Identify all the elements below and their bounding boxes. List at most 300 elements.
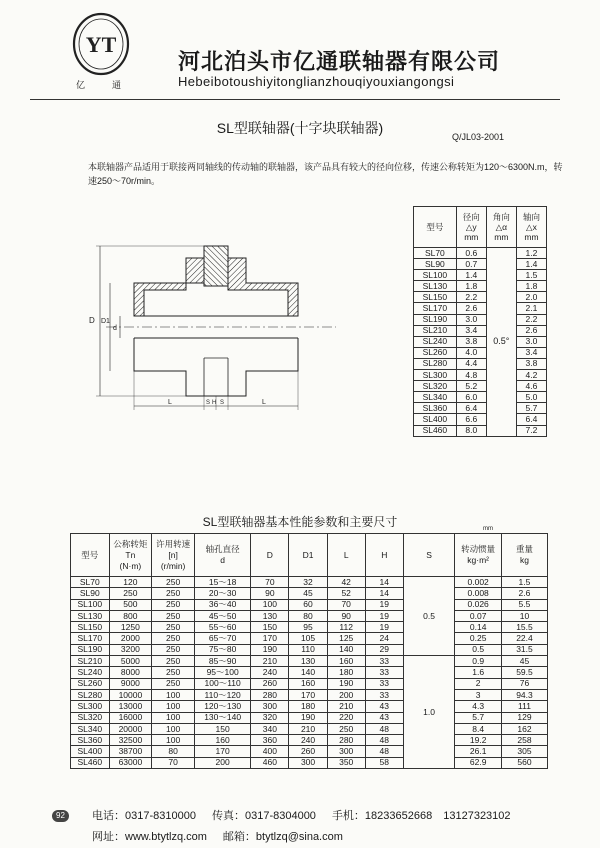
radial-cell: 4.0 [456, 347, 486, 358]
inertia-cell: 0.002 [455, 577, 502, 588]
table-row [414, 303, 547, 314]
d1-cell: 180 [289, 701, 327, 712]
s-cell: 1.0 [403, 656, 455, 769]
axial-cell: 2.1 [516, 303, 546, 314]
weight-cell: 5.5 [501, 599, 547, 610]
model-cell: SL400 [414, 414, 457, 425]
inertia-cell: 0.008 [455, 588, 502, 599]
h-cell: 33 [365, 656, 403, 667]
s-cell: 0.5 [403, 577, 455, 656]
radial-cell: 6.4 [456, 403, 486, 414]
table-row [414, 259, 547, 270]
column-header: 轴孔直径 d [194, 534, 250, 577]
speed-cell: 250 [152, 678, 195, 689]
inertia-cell: 4.3 [455, 701, 502, 712]
website-link[interactable]: 网址：www.btytlzq.com [92, 831, 207, 843]
logo-char: 亿 [76, 80, 86, 90]
h-cell: 19 [365, 599, 403, 610]
axial-cell: 3.0 [516, 336, 546, 347]
h-cell: 14 [365, 577, 403, 588]
radial-cell: 4.8 [456, 370, 486, 381]
dimension-label: H [212, 400, 217, 406]
d-cell: 90 [251, 588, 289, 599]
d-cell: 240 [251, 667, 289, 678]
column-header: 重量 kg [501, 534, 547, 577]
axial-cell: 1.4 [516, 259, 546, 270]
torque-cell: 20000 [109, 723, 152, 734]
column-header: L [327, 534, 365, 577]
torque-cell: 38700 [109, 746, 152, 757]
h-cell: 29 [365, 644, 403, 655]
speed-cell: 250 [152, 656, 195, 667]
d-cell: 210 [251, 656, 289, 667]
speed-cell: 100 [152, 712, 195, 723]
model-cell: SL190 [414, 314, 457, 325]
table-row [71, 701, 548, 712]
speed-cell: 250 [152, 622, 195, 633]
d-cell: 260 [251, 678, 289, 689]
inertia-cell: 1.6 [455, 667, 502, 678]
table-row [71, 644, 548, 655]
h-cell: 19 [365, 610, 403, 621]
axial-cell: 1.5 [516, 270, 546, 281]
torque-cell: 5000 [109, 656, 152, 667]
mobile-text: 手机：18233652668 13127323102 [331, 810, 511, 822]
dimension-label: D1 [101, 318, 110, 325]
d-cell: 170 [251, 633, 289, 644]
speed-cell: 250 [152, 588, 195, 599]
column-header: 轴向 △x mm [516, 207, 546, 248]
unit-label: mm [483, 526, 493, 532]
inertia-cell: 26.1 [455, 746, 502, 757]
page-number: 92 [52, 810, 69, 822]
bore-cell: 160 [194, 735, 250, 746]
table-row [71, 622, 548, 633]
h-cell: 48 [365, 723, 403, 734]
company-name-en: Hebeibotoushiyitonglianzhouqiyouxiangongsi [178, 74, 455, 89]
table-row [71, 577, 548, 588]
model-cell: SL240 [71, 667, 110, 678]
column-header: 型号 [414, 207, 457, 248]
h-cell: 48 [365, 735, 403, 746]
speed-cell: 70 [152, 757, 195, 768]
weight-cell: 94.3 [501, 689, 547, 700]
l-cell: 90 [327, 610, 365, 621]
torque-cell: 1250 [109, 622, 152, 633]
main-table-title: SL型联轴器基本性能参数和主要尺寸 [202, 515, 398, 529]
l-cell: 280 [327, 735, 365, 746]
speed-cell: 250 [152, 610, 195, 621]
model-cell: SL280 [414, 358, 457, 369]
speed-cell: 100 [152, 689, 195, 700]
d-cell: 190 [251, 644, 289, 655]
table-row [414, 336, 547, 347]
inertia-cell: 8.4 [455, 723, 502, 734]
inertia-cell: 2 [455, 678, 502, 689]
standard-code: Q/JL03-2001 [452, 132, 505, 142]
model-cell: SL320 [71, 712, 110, 723]
angular-cell: 0.5° [486, 248, 516, 437]
d1-cell: 45 [289, 588, 327, 599]
table-row [414, 392, 547, 403]
d1-cell: 300 [289, 757, 327, 768]
dimension-label: S [206, 400, 211, 406]
bore-cell: 85～90 [194, 656, 250, 667]
weight-cell: 129 [501, 712, 547, 723]
table-row [414, 325, 547, 336]
bore-cell: 100～110 [194, 678, 250, 689]
h-cell: 43 [365, 712, 403, 723]
column-header: 型号 [71, 534, 110, 577]
table-row [71, 757, 548, 768]
d-cell: 360 [251, 735, 289, 746]
d-cell: 280 [251, 689, 289, 700]
logo-letters: YT [85, 32, 117, 57]
model-cell: SL360 [71, 735, 110, 746]
weight-cell: 2.6 [501, 588, 547, 599]
radial-cell: 6.6 [456, 414, 486, 425]
model-cell: SL90 [71, 588, 110, 599]
inertia-cell: 5.7 [455, 712, 502, 723]
l-cell: 160 [327, 656, 365, 667]
torque-cell: 2000 [109, 633, 152, 644]
h-cell: 19 [365, 622, 403, 633]
l-cell: 220 [327, 712, 365, 723]
l-cell: 210 [327, 701, 365, 712]
radial-cell: 2.6 [456, 303, 486, 314]
column-header: 径向 △y mm [456, 207, 486, 248]
dimension-label: d [113, 325, 117, 332]
company-logo [68, 10, 134, 92]
model-cell: SL130 [414, 281, 457, 292]
model-cell: SL170 [71, 633, 110, 644]
model-cell: SL280 [71, 689, 110, 700]
d-cell: 100 [251, 599, 289, 610]
d1-cell: 170 [289, 689, 327, 700]
column-header: S [403, 534, 455, 577]
axial-cell: 6.4 [516, 414, 546, 425]
d1-cell: 140 [289, 667, 327, 678]
model-cell: SL100 [71, 599, 110, 610]
model-cell: SL150 [71, 622, 110, 633]
column-header: 许用转速 [n] (r/min) [152, 534, 195, 577]
table-row [414, 347, 547, 358]
model-cell: SL210 [414, 325, 457, 336]
column-header: H [365, 534, 403, 577]
model-cell: SL70 [414, 248, 457, 259]
weight-cell: 59.5 [501, 667, 547, 678]
radial-cell: 1.4 [456, 270, 486, 281]
model-cell: SL150 [414, 292, 457, 303]
table-row [414, 425, 547, 436]
bore-cell: 150 [194, 723, 250, 734]
torque-cell: 120 [109, 577, 152, 588]
dimension-label: L [168, 399, 172, 406]
table-row [71, 746, 548, 757]
model-cell: SL90 [414, 259, 457, 270]
model-cell: SL210 [71, 656, 110, 667]
table-row [414, 370, 547, 381]
radial-cell: 5.2 [456, 381, 486, 392]
coupling-drawing [86, 228, 348, 420]
model-cell: SL460 [414, 425, 457, 436]
radial-cell: 3.0 [456, 314, 486, 325]
intro-paragraph: 本联轴器产品适用于联接两同轴线的传动轴的联轴器，该产品具有较大的径向位移，传速公称转矩为120～6300N.m，转速250～70r/min。 [88, 162, 563, 186]
d1-cell: 110 [289, 644, 327, 655]
model-cell: SL320 [414, 381, 457, 392]
speed-cell: 250 [152, 644, 195, 655]
inertia-cell: 0.07 [455, 610, 502, 621]
model-cell: SL190 [71, 644, 110, 655]
table-row [71, 633, 548, 644]
logo-char: 通 [112, 80, 122, 90]
document-title: SL型联轴器(十字块联轴器) [216, 120, 384, 136]
weight-cell: 10 [501, 610, 547, 621]
model-cell: SL260 [414, 347, 457, 358]
d-cell: 320 [251, 712, 289, 723]
axial-cell: 2.0 [516, 292, 546, 303]
axial-cell: 2.6 [516, 325, 546, 336]
torque-cell: 3200 [109, 644, 152, 655]
axial-cell: 2.2 [516, 314, 546, 325]
d1-cell: 240 [289, 735, 327, 746]
table-row [71, 610, 548, 621]
h-cell: 58 [365, 757, 403, 768]
radial-cell: 2.2 [456, 292, 486, 303]
table-row [414, 248, 547, 259]
weight-cell: 258 [501, 735, 547, 746]
h-cell: 48 [365, 746, 403, 757]
axial-cell: 7.2 [516, 425, 546, 436]
weight-cell: 22.4 [501, 633, 547, 644]
table-row [71, 588, 548, 599]
bore-cell: 45～50 [194, 610, 250, 621]
d1-cell: 80 [289, 610, 327, 621]
d1-cell: 95 [289, 622, 327, 633]
displacement-table [413, 206, 547, 437]
model-cell: SL70 [71, 577, 110, 588]
weight-cell: 560 [501, 757, 547, 768]
axial-cell: 5.7 [516, 403, 546, 414]
speed-cell: 250 [152, 599, 195, 610]
column-header: 公称转矩 Tn (N·m) [109, 534, 152, 577]
radial-cell: 6.0 [456, 392, 486, 403]
fax-text: 传真：0317-8304000 [211, 810, 316, 822]
torque-cell: 500 [109, 599, 152, 610]
d-cell: 460 [251, 757, 289, 768]
table-row [71, 599, 548, 610]
d-cell: 300 [251, 701, 289, 712]
radial-cell: 3.8 [456, 336, 486, 347]
d1-cell: 105 [289, 633, 327, 644]
dimension-label: L [262, 399, 266, 406]
h-cell: 33 [365, 689, 403, 700]
speed-cell: 250 [152, 667, 195, 678]
table-row [414, 381, 547, 392]
company-name-cn: 河北泊头市亿通联轴器有限公司 [178, 49, 501, 74]
torque-cell: 8000 [109, 667, 152, 678]
inertia-cell: 62.9 [455, 757, 502, 768]
radial-cell: 0.6 [456, 248, 486, 259]
column-header: D1 [289, 534, 327, 577]
axial-cell: 1.2 [516, 248, 546, 259]
l-cell: 112 [327, 622, 365, 633]
weight-cell: 1.5 [501, 577, 547, 588]
d1-cell: 160 [289, 678, 327, 689]
d-cell: 400 [251, 746, 289, 757]
table-row [414, 414, 547, 425]
d1-cell: 130 [289, 656, 327, 667]
performance-table [70, 533, 548, 769]
torque-cell: 9000 [109, 678, 152, 689]
l-cell: 200 [327, 689, 365, 700]
l-cell: 300 [327, 746, 365, 757]
inertia-cell: 0.25 [455, 633, 502, 644]
d1-cell: 60 [289, 599, 327, 610]
table-row [71, 667, 548, 678]
bore-cell: 20～30 [194, 588, 250, 599]
speed-cell: 250 [152, 633, 195, 644]
bore-cell: 120～130 [194, 701, 250, 712]
l-cell: 180 [327, 667, 365, 678]
speed-cell: 80 [152, 746, 195, 757]
table-row [414, 358, 547, 369]
model-cell: SL360 [414, 403, 457, 414]
l-cell: 350 [327, 757, 365, 768]
table-row [414, 281, 547, 292]
table-row [71, 723, 548, 734]
dimension-label: S [220, 400, 225, 406]
table-row [414, 403, 547, 414]
torque-cell: 250 [109, 588, 152, 599]
torque-cell: 800 [109, 610, 152, 621]
speed-cell: 250 [152, 577, 195, 588]
h-cell: 24 [365, 633, 403, 644]
weight-cell: 305 [501, 746, 547, 757]
inertia-cell: 0.5 [455, 644, 502, 655]
model-cell: SL170 [414, 303, 457, 314]
d1-cell: 32 [289, 577, 327, 588]
bore-cell: 15～18 [194, 577, 250, 588]
l-cell: 70 [327, 599, 365, 610]
inertia-cell: 0.14 [455, 622, 502, 633]
model-cell: SL340 [414, 392, 457, 403]
l-cell: 190 [327, 678, 365, 689]
h-cell: 33 [365, 667, 403, 678]
d-cell: 340 [251, 723, 289, 734]
phone-text: 电话：0317-8310000 [92, 810, 196, 822]
model-cell: SL460 [71, 757, 110, 768]
column-header: 角向 △α mm [486, 207, 516, 248]
model-cell: SL300 [71, 701, 110, 712]
axial-cell: 3.8 [516, 358, 546, 369]
table-row [414, 292, 547, 303]
d1-cell: 260 [289, 746, 327, 757]
bore-cell: 75～80 [194, 644, 250, 655]
table-row [71, 689, 548, 700]
contact-line-1 [92, 807, 511, 823]
torque-cell: 32500 [109, 735, 152, 746]
email-link[interactable]: 邮箱：btytlzq@sina.com [222, 831, 343, 843]
d1-cell: 190 [289, 712, 327, 723]
table-row [71, 678, 548, 689]
l-cell: 42 [327, 577, 365, 588]
weight-cell: 31.5 [501, 644, 547, 655]
model-cell: SL100 [414, 270, 457, 281]
weight-cell: 162 [501, 723, 547, 734]
header-divider [30, 99, 560, 100]
l-cell: 52 [327, 588, 365, 599]
table-row [414, 314, 547, 325]
d-cell: 150 [251, 622, 289, 633]
table-row [414, 270, 547, 281]
axial-cell: 1.8 [516, 281, 546, 292]
radial-cell: 8.0 [456, 425, 486, 436]
h-cell: 43 [365, 701, 403, 712]
axial-cell: 4.6 [516, 381, 546, 392]
speed-cell: 100 [152, 723, 195, 734]
table-row [71, 656, 548, 667]
dimension-label: D [89, 316, 95, 325]
d-cell: 70 [251, 577, 289, 588]
column-header: D [251, 534, 289, 577]
bore-cell: 130～140 [194, 712, 250, 723]
table-row [71, 735, 548, 746]
column-header: 转动惯量 kg·m² [455, 534, 502, 577]
radial-cell: 3.4 [456, 325, 486, 336]
axial-cell: 4.2 [516, 370, 546, 381]
inertia-cell: 0.9 [455, 656, 502, 667]
weight-cell: 111 [501, 701, 547, 712]
bore-cell: 95～100 [194, 667, 250, 678]
torque-cell: 13000 [109, 701, 152, 712]
l-cell: 250 [327, 723, 365, 734]
model-cell: SL130 [71, 610, 110, 621]
speed-cell: 100 [152, 735, 195, 746]
d-cell: 130 [251, 610, 289, 621]
weight-cell: 45 [501, 656, 547, 667]
model-cell: SL340 [71, 723, 110, 734]
model-cell: SL400 [71, 746, 110, 757]
weight-cell: 76 [501, 678, 547, 689]
radial-cell: 4.4 [456, 358, 486, 369]
speed-cell: 100 [152, 701, 195, 712]
weight-cell: 15.5 [501, 622, 547, 633]
l-cell: 140 [327, 644, 365, 655]
bore-cell: 65～70 [194, 633, 250, 644]
inertia-cell: 0.026 [455, 599, 502, 610]
bore-cell: 200 [194, 757, 250, 768]
radial-cell: 1.8 [456, 281, 486, 292]
d1-cell: 210 [289, 723, 327, 734]
l-cell: 125 [327, 633, 365, 644]
table-row [71, 712, 548, 723]
contact-line-2 [92, 828, 343, 844]
bore-cell: 55～60 [194, 622, 250, 633]
axial-cell: 5.0 [516, 392, 546, 403]
bore-cell: 36～40 [194, 599, 250, 610]
model-cell: SL260 [71, 678, 110, 689]
bore-cell: 170 [194, 746, 250, 757]
inertia-cell: 19.2 [455, 735, 502, 746]
torque-cell: 10000 [109, 689, 152, 700]
h-cell: 14 [365, 588, 403, 599]
model-cell: SL240 [414, 336, 457, 347]
inertia-cell: 3 [455, 689, 502, 700]
radial-cell: 0.7 [456, 259, 486, 270]
bore-cell: 110～120 [194, 689, 250, 700]
torque-cell: 63000 [109, 757, 152, 768]
